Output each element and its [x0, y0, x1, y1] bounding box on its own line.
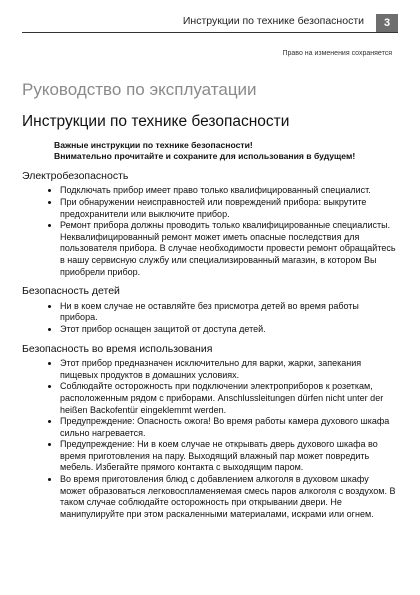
running-header-title: Инструкции по технике безопасности	[182, 15, 364, 27]
subheading-child-safety: Безопасность детей	[22, 285, 120, 298]
page-content	[22, 140, 396, 520]
page-number: 3	[376, 14, 398, 32]
electrical-safety-list	[22, 185, 396, 278]
subheading-electrical-safety: Электробезопасность	[22, 169, 129, 182]
usage-safety-list	[22, 358, 396, 520]
list-item: • Предупреждение: Опасность ожога! Во время работы камера духового шкафа сильно нагревается.	[60, 416, 396, 439]
list-item: • Подключать прибор имеет право только квалифицированный специалист.	[60, 185, 396, 197]
list-item: • Этот прибор оснащен защитой от доступа детей.	[60, 324, 396, 336]
list-item: • Ни в коем случае не оставляйте без присмотра детей во время работы прибора.	[60, 301, 396, 324]
running-header	[22, 14, 398, 33]
list-item: • Соблюдайте осторожность при подключении электроприборов к розеткам, расположенным рядом с приборами. Anschlussleitungen dürfen nicht unter der heißen Backofentür eingeklemmt werden.	[60, 381, 396, 416]
subheading-usage-safety: Безопасность во время использования	[22, 342, 213, 355]
list-item: • Во время приготовления блюд с добавлением алкоголя в духовом шкафу может образоваться легковоспламеняемая смесь паров алкоголя с воздухом. В таком случае соблюдайте осторожность при открывании двери. Не манипулируйте при этом раскаленными материалами, искрами или огнем.	[60, 474, 396, 520]
list-item: • Ремонт прибора должны проводить только квалифицированные специалисты. Неквалифицированный ремонт может иметь опасные последствия для пользователя прибора. В случае необходимости провести ремонт обращайтесь в нашу сервисную службу или специализированный магазин, в котором Вы приобрели прибор.	[60, 220, 396, 278]
list-item: • Этот прибор предназначен исключительно для варки, жарки, запекания пищевых продуктов в домашних условиях.	[60, 358, 396, 381]
copyright-notice: Право на изменения сохраняется	[282, 50, 392, 57]
list-item: • Предупреждение: Ни в коем случае не открывать дверь духового шкафа во время приготовления на пару. Выходящий влажный пар может повредить мебель. Избегайте прямого контакта с выходящим паром.	[60, 439, 396, 474]
important-notice: Важные инструкции по технике безопасности!	[54, 140, 253, 150]
read-carefully-notice: Внимательно прочитайте и сохраните для использования в будущем!	[54, 151, 356, 162]
child-safety-list	[22, 301, 396, 336]
manual-title: Руководство по эксплуатации	[22, 80, 257, 99]
section-title: Инструкции по технике безопасности	[22, 113, 290, 130]
list-item: • При обнаружении неисправностей или повреждений прибора: выкрутите предохранители или выключите прибор.	[60, 197, 396, 220]
